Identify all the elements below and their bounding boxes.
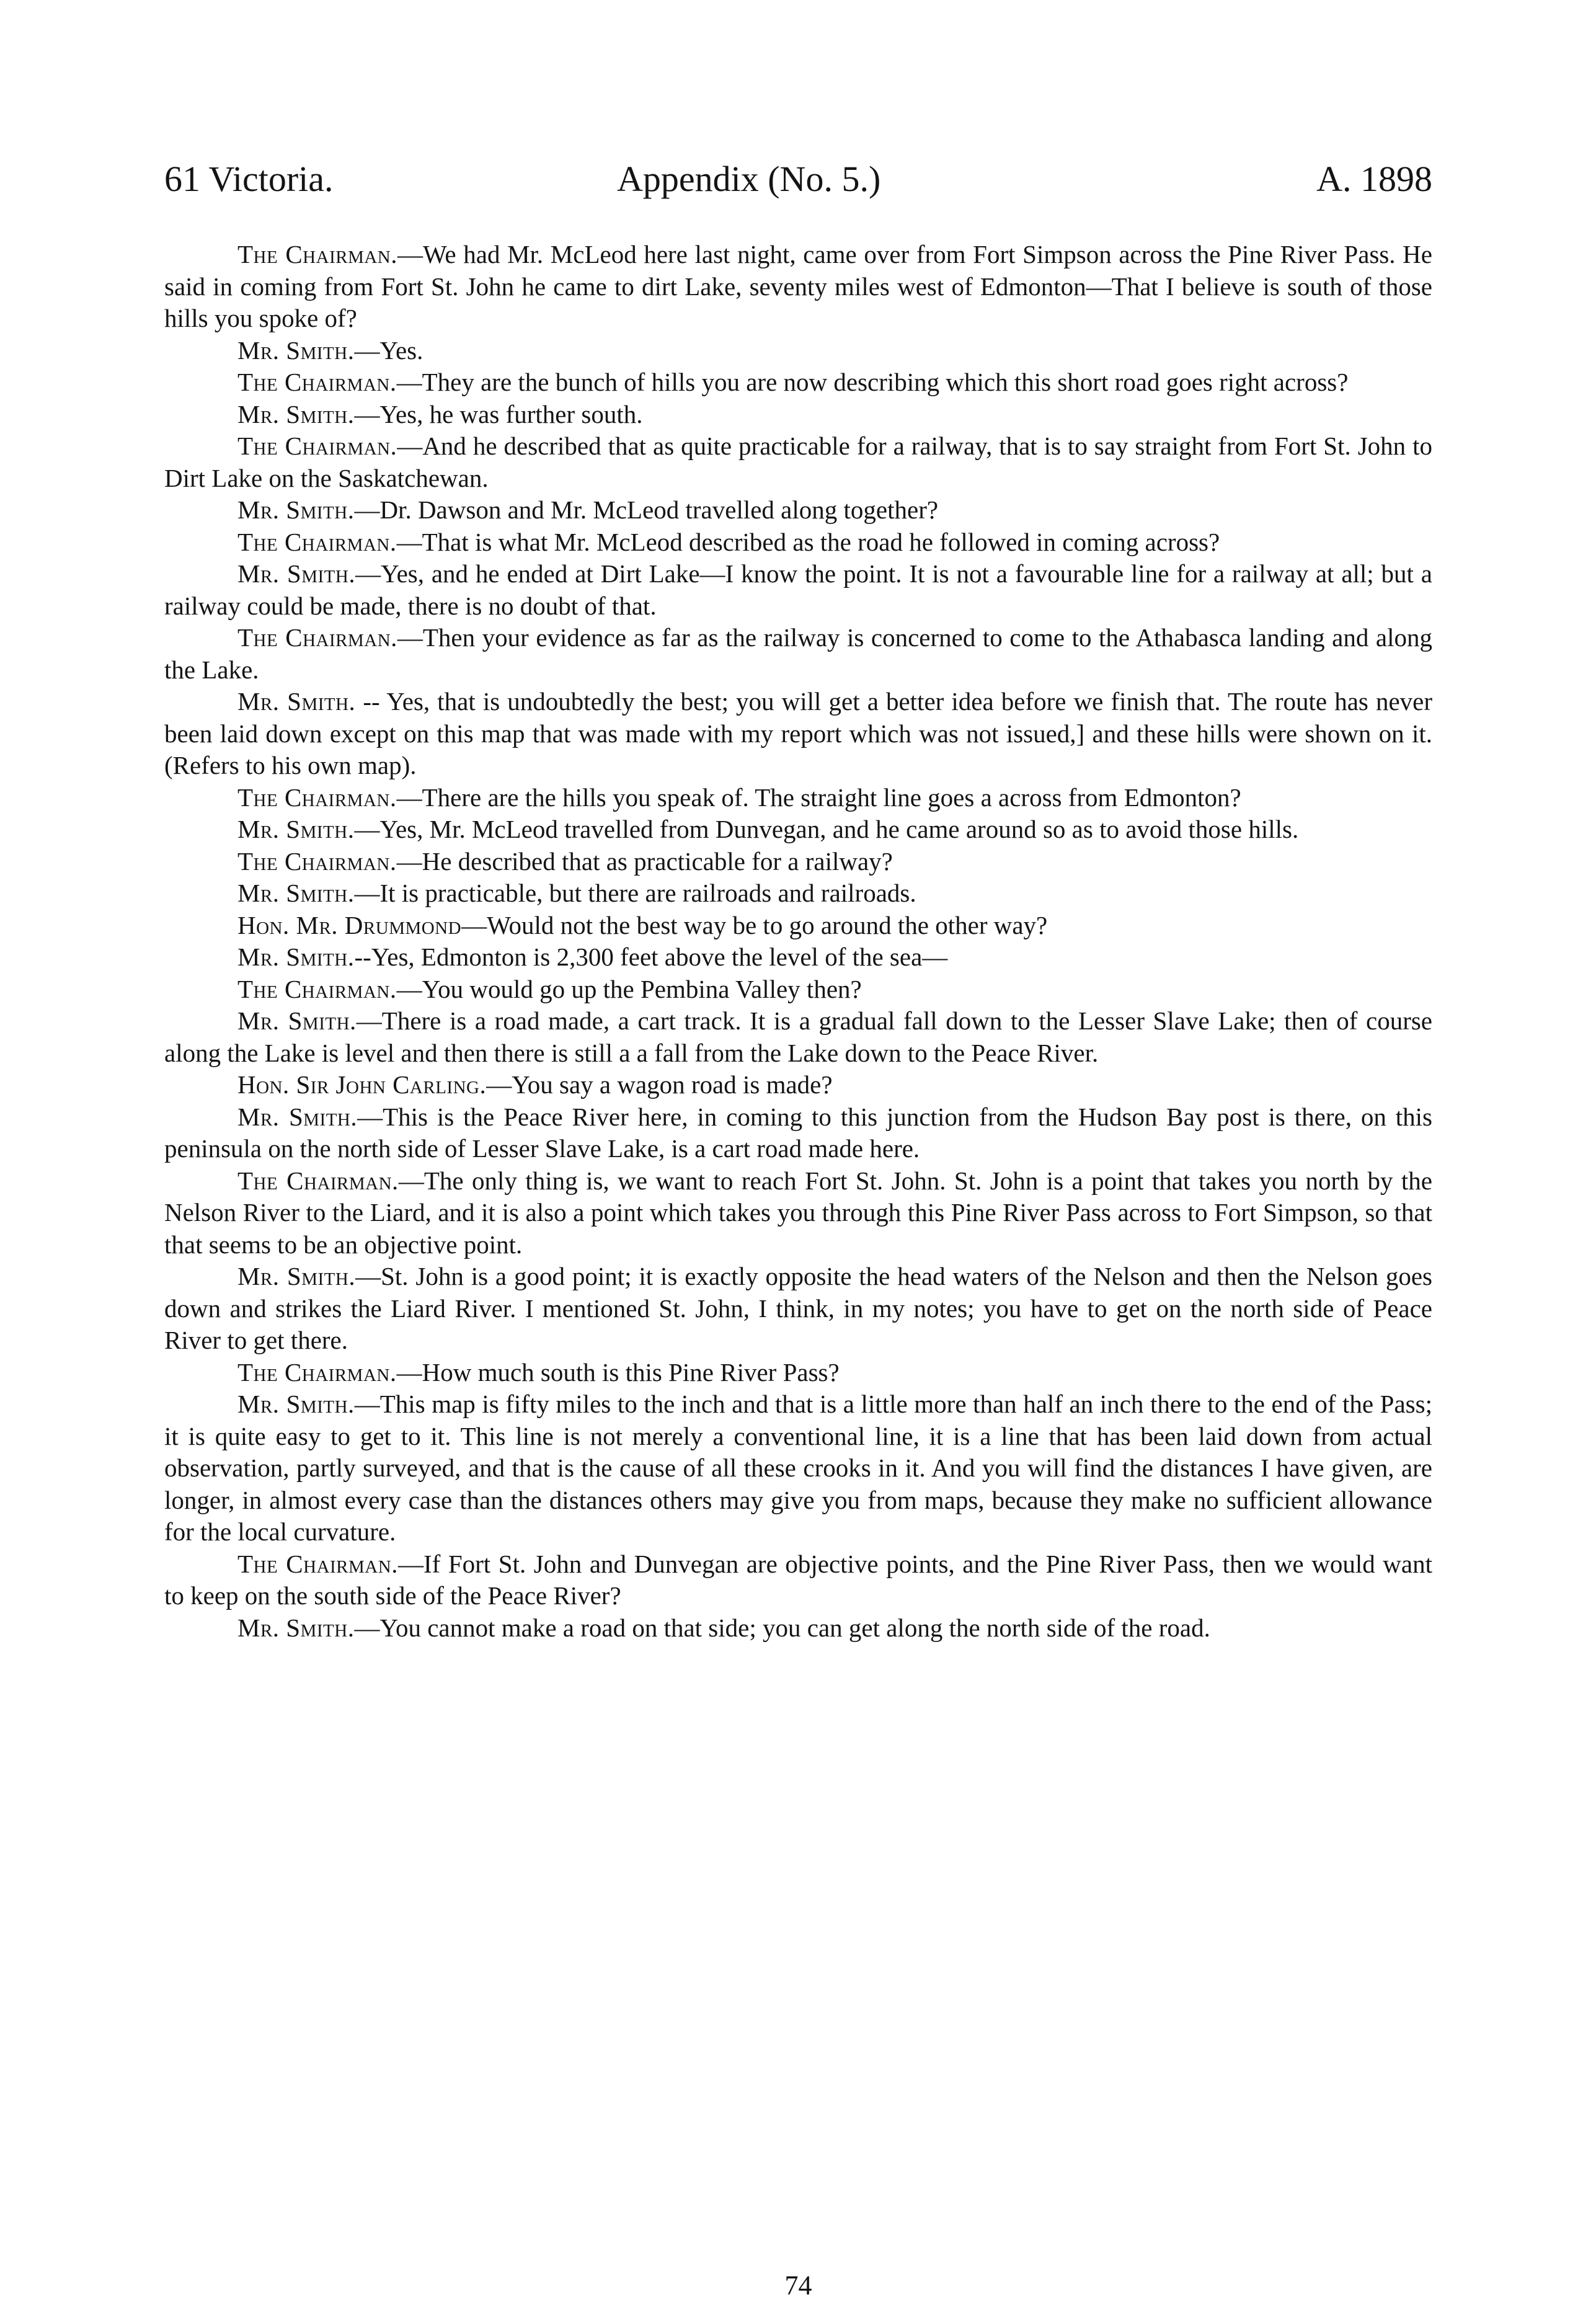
paragraph xyxy=(164,1165,1432,1261)
speaker-name: Mr. Smith. xyxy=(237,1613,355,1642)
paragraph xyxy=(164,366,1432,399)
speaker-name: Mr. Smith. xyxy=(237,559,356,588)
paragraph xyxy=(164,335,1432,367)
paragraph-text: —There is a road made, a cart track. It is a gradual fall down to the Lesser Slave Lake; then of course along the Lake is level and then there is still a a fall from the Lake down to the Peace River. xyxy=(164,1006,1433,1067)
paragraph xyxy=(164,430,1432,494)
speaker-name: The Chairman. xyxy=(237,1166,399,1195)
speaker-name: Mr. Smith. xyxy=(237,1102,358,1131)
speaker-name: Hon. Mr. Drummond xyxy=(237,910,462,939)
speaker-name: Mr. Smith. xyxy=(237,1006,357,1035)
paragraph xyxy=(164,941,1432,974)
header-session: 61 Victoria. xyxy=(164,159,334,199)
paragraph xyxy=(164,1388,1432,1548)
paragraph xyxy=(164,974,1432,1006)
paragraph xyxy=(164,1357,1432,1389)
running-header xyxy=(164,158,1432,214)
paragraph-text: —You would go up the Pembina Valley then? xyxy=(396,974,862,1003)
paragraph xyxy=(164,877,1432,910)
paragraph xyxy=(164,494,1432,526)
speaker-name: Mr. Smith. xyxy=(237,495,355,524)
speaker-name: Hon. Sir John Carling. xyxy=(237,1070,487,1099)
paragraph-text: —That is what Mr. McLeod described as the road he followed in coming across? xyxy=(396,527,1220,556)
paragraph-text: —Then your evidence as far as the railway is concerned to come to the Athabasca landing and along the Lake. xyxy=(164,623,1432,684)
document-page xyxy=(164,158,1433,2301)
speaker-name: The Chairman. xyxy=(237,846,397,876)
speaker-name: Mr. Smith. xyxy=(237,335,355,365)
paragraph xyxy=(164,1069,1432,1101)
paragraph-text: —This map is fifty miles to the inch and that is a little more than half an inch there to the end of the Pass; it is quite easy to get to it. This line is not merely a conventional line, it is a line that has been laid down from actual observation, partly surveyed, and that is the cause of all these crooks in it. And you will find the distances I have given, are longer, in almost every case than the distances others may give you from maps, because they make no sufficient allowance for the local curvature. xyxy=(164,1390,1432,1546)
paragraph xyxy=(164,1548,1432,1612)
paragraph-text: —And he described that as quite practicable for a railway, that is to say straight from Fort St. John to Dirt Lake on the Saskatchewan. xyxy=(164,432,1432,492)
paragraph-text: —He described that as practicable for a railway? xyxy=(396,846,893,876)
paragraph-text: —The only thing is, we want to reach Fort St. John. St. John is a point that takes you north by the Nelson River to the Liard, and it is also a point which takes you through this Pine River Pass across to Fort Simpson, so that that seems to be an objective point. xyxy=(164,1166,1432,1259)
paragraph-text: --Yes, Edmonton is 2,300 feet above the level of the sea— xyxy=(354,943,948,971)
paragraph-text: —You say a wagon road is made? xyxy=(486,1070,833,1099)
paragraph xyxy=(164,399,1432,431)
speaker-name: Mr. Smith. xyxy=(237,1262,356,1290)
paragraph xyxy=(164,622,1432,686)
paragraph xyxy=(164,239,1432,335)
paragraph-text: —Yes, Mr. McLeod travelled from Dunvegan, and he came around so as to avoid those hills. xyxy=(354,815,1299,843)
paragraph xyxy=(164,814,1432,846)
paragraph xyxy=(164,1612,1432,1644)
speaker-name: The Chairman. xyxy=(237,783,397,812)
header-year: A. 1898 xyxy=(1316,159,1432,199)
paragraph-text: —Yes, and he ended at Dirt Lake—I know the point. It is not a favourable line for a railway at all; but a railway could be made, there is no doubt of that. xyxy=(164,559,1433,620)
speaker-name: Mr. Smith. xyxy=(237,879,355,907)
paragraph-text: —You cannot make a road on that side; you can get along the north side of the road. xyxy=(354,1613,1210,1642)
speaker-name: The Chairman. xyxy=(237,1549,398,1578)
paragraph xyxy=(164,1261,1432,1357)
paragraph xyxy=(164,558,1432,622)
page-number: 74 xyxy=(784,2270,812,2301)
paragraph-text: —How much south is this Pine River Pass? xyxy=(396,1357,840,1387)
speaker-name: The Chairman. xyxy=(237,432,397,460)
speaker-name: Mr. Smith. xyxy=(237,1390,355,1418)
header-appendix: Appendix (No. 5.) xyxy=(617,159,881,199)
speaker-name: The Chairman. xyxy=(237,368,397,396)
paragraph-text: —Yes. xyxy=(354,335,423,365)
paragraph xyxy=(164,686,1432,782)
testimony-body xyxy=(164,239,1432,1644)
paragraph-text: —It is practicable, but there are railroads and railroads. xyxy=(354,879,916,907)
speaker-name: The Chairman. xyxy=(237,974,397,1003)
paragraph-text: —Yes, he was further south. xyxy=(354,399,643,428)
paragraph-text: —If Fort St. John and Dunvegan are objective points, and the Pine River Pass, then we would want to keep on the south side of the Peace River? xyxy=(164,1549,1432,1610)
speaker-name: The Chairman. xyxy=(237,623,397,652)
paragraph xyxy=(164,1005,1432,1069)
speaker-name: Mr. Smith. xyxy=(237,943,355,971)
paragraph xyxy=(164,846,1432,878)
speaker-name: Mr. Smith. xyxy=(237,399,355,428)
paragraph-text: —There are the hills you speak of. The straight line goes a across from Edmonton? xyxy=(396,783,1241,812)
paragraph-text: —St. John is a good point; it is exactly opposite the head waters of the Nelson and then the Nelson goes down and strikes the Liard River. I mentioned St. John, I think, in my notes; you have to get on the north side of Peace River to get there. xyxy=(164,1262,1433,1354)
speaker-name: Mr. Smith. xyxy=(237,815,355,843)
paragraph-text: —This is the Peace River here, in coming to this junction from the Hudson Bay post is there, on this peninsula on the north side of Lesser Slave Lake, is a cart road made here. xyxy=(164,1102,1432,1163)
paragraph-text: —Would not the best way be to go around the other way? xyxy=(461,910,1048,939)
paragraph xyxy=(164,782,1432,814)
paragraph xyxy=(164,1101,1432,1165)
paragraph xyxy=(164,526,1432,559)
paragraph-text: —They are the bunch of hills you are now describing which this short road goes right across? xyxy=(396,368,1349,396)
paragraph-text: —We had Mr. McLeod here last night, came over from Fort Simpson across the Pine River Pass. He said in coming from Fort St. John he came to dirt Lake, seventy miles west of Edmonton—That I believe is south of those hills you spoke of? xyxy=(164,240,1432,332)
speaker-name: The Chairman. xyxy=(237,527,397,556)
speaker-name: The Chairman. xyxy=(237,1357,397,1387)
paragraph xyxy=(164,910,1432,942)
speaker-name: The Chairman. xyxy=(237,240,397,269)
speaker-name: Mr. Smith. xyxy=(237,687,356,716)
paragraph-text: —Dr. Dawson and Mr. McLeod travelled along together? xyxy=(354,495,939,524)
paragraph-text: -- Yes, that is undoubtedly the best; you will get a better idea before we finish that. The route has never been laid down except on this map that was made with my report which was not issued,] and these hills were shown on it. (Refers to his own map). xyxy=(164,687,1432,779)
